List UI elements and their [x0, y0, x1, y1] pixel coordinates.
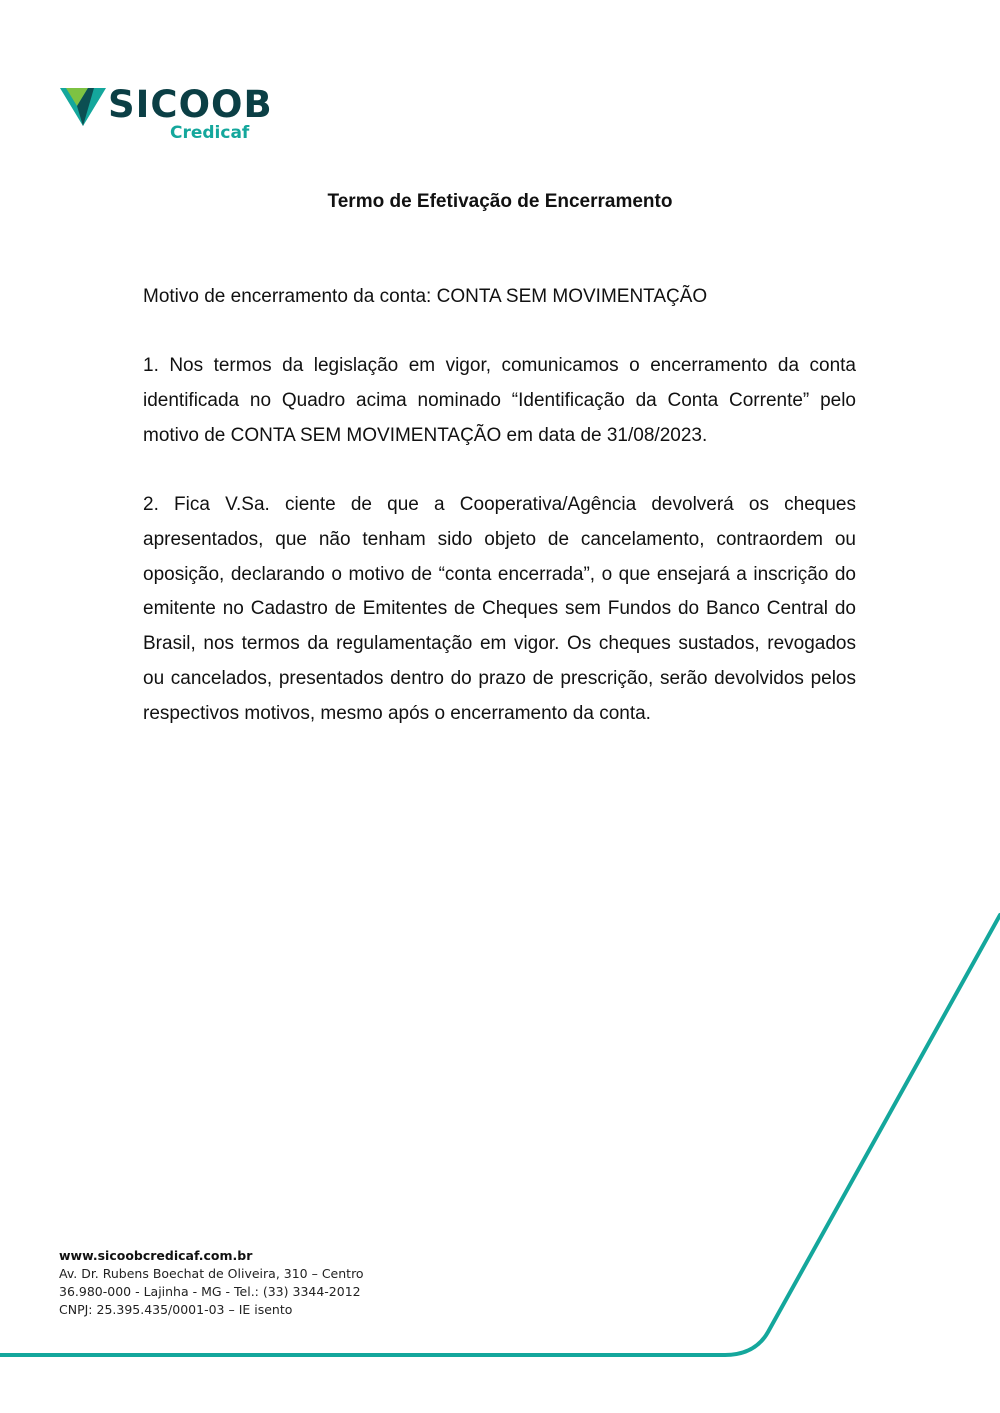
logo-subname: Credicaf [170, 123, 250, 143]
footer-address: Av. Dr. Rubens Boechat de Oliveira, 310 – Centro [59, 1266, 364, 1281]
footer-website: www.sicoobcredicaf.com.br [59, 1248, 253, 1263]
logo-wordmark: SICOOB [108, 83, 273, 126]
closure-reason: Motivo de encerramento da conta: CONTA SEM MOVIMENTAÇÃO [143, 286, 708, 307]
paragraph-2: 2. Fica V.Sa. ciente de que a Cooperativa/Agência devolverá os cheques apresentados, que não tenham sido objeto de cancelamento, contraordem ou oposição, declarando o motivo de “conta encerrada”, o que ensejará a inscrição do emitente no Cadastro de Emitentes de Cheques sem Fundos do Banco Central do Brasil, nos termos da regulamentação em vigor. Os cheques sustados, revogados ou cancelados, presentados dentro do prazo de prescrição, serão devolvidos pelos respectivos motivos, mesmo após o encerramento da conta. [143, 494, 856, 724]
footer-cnpj: CNPJ: 25.395.435/0001-03 – IE isento [59, 1302, 293, 1317]
paragraph-1: 1. Nos termos da legislação em vigor, comunicamos o encerramento da conta identificada no Quadro acima nominado “Identificação da Conta Corrente” pelo motivo de CONTA SEM MOVIMENTAÇÃO em data de 31/08/2023. [143, 355, 856, 446]
document-title: Termo de Efetivação de Encerramento [327, 191, 673, 212]
footer-city-phone: 36.980-000 - Lajinha - MG - Tel.: (33) 3344-2012 [59, 1284, 361, 1299]
